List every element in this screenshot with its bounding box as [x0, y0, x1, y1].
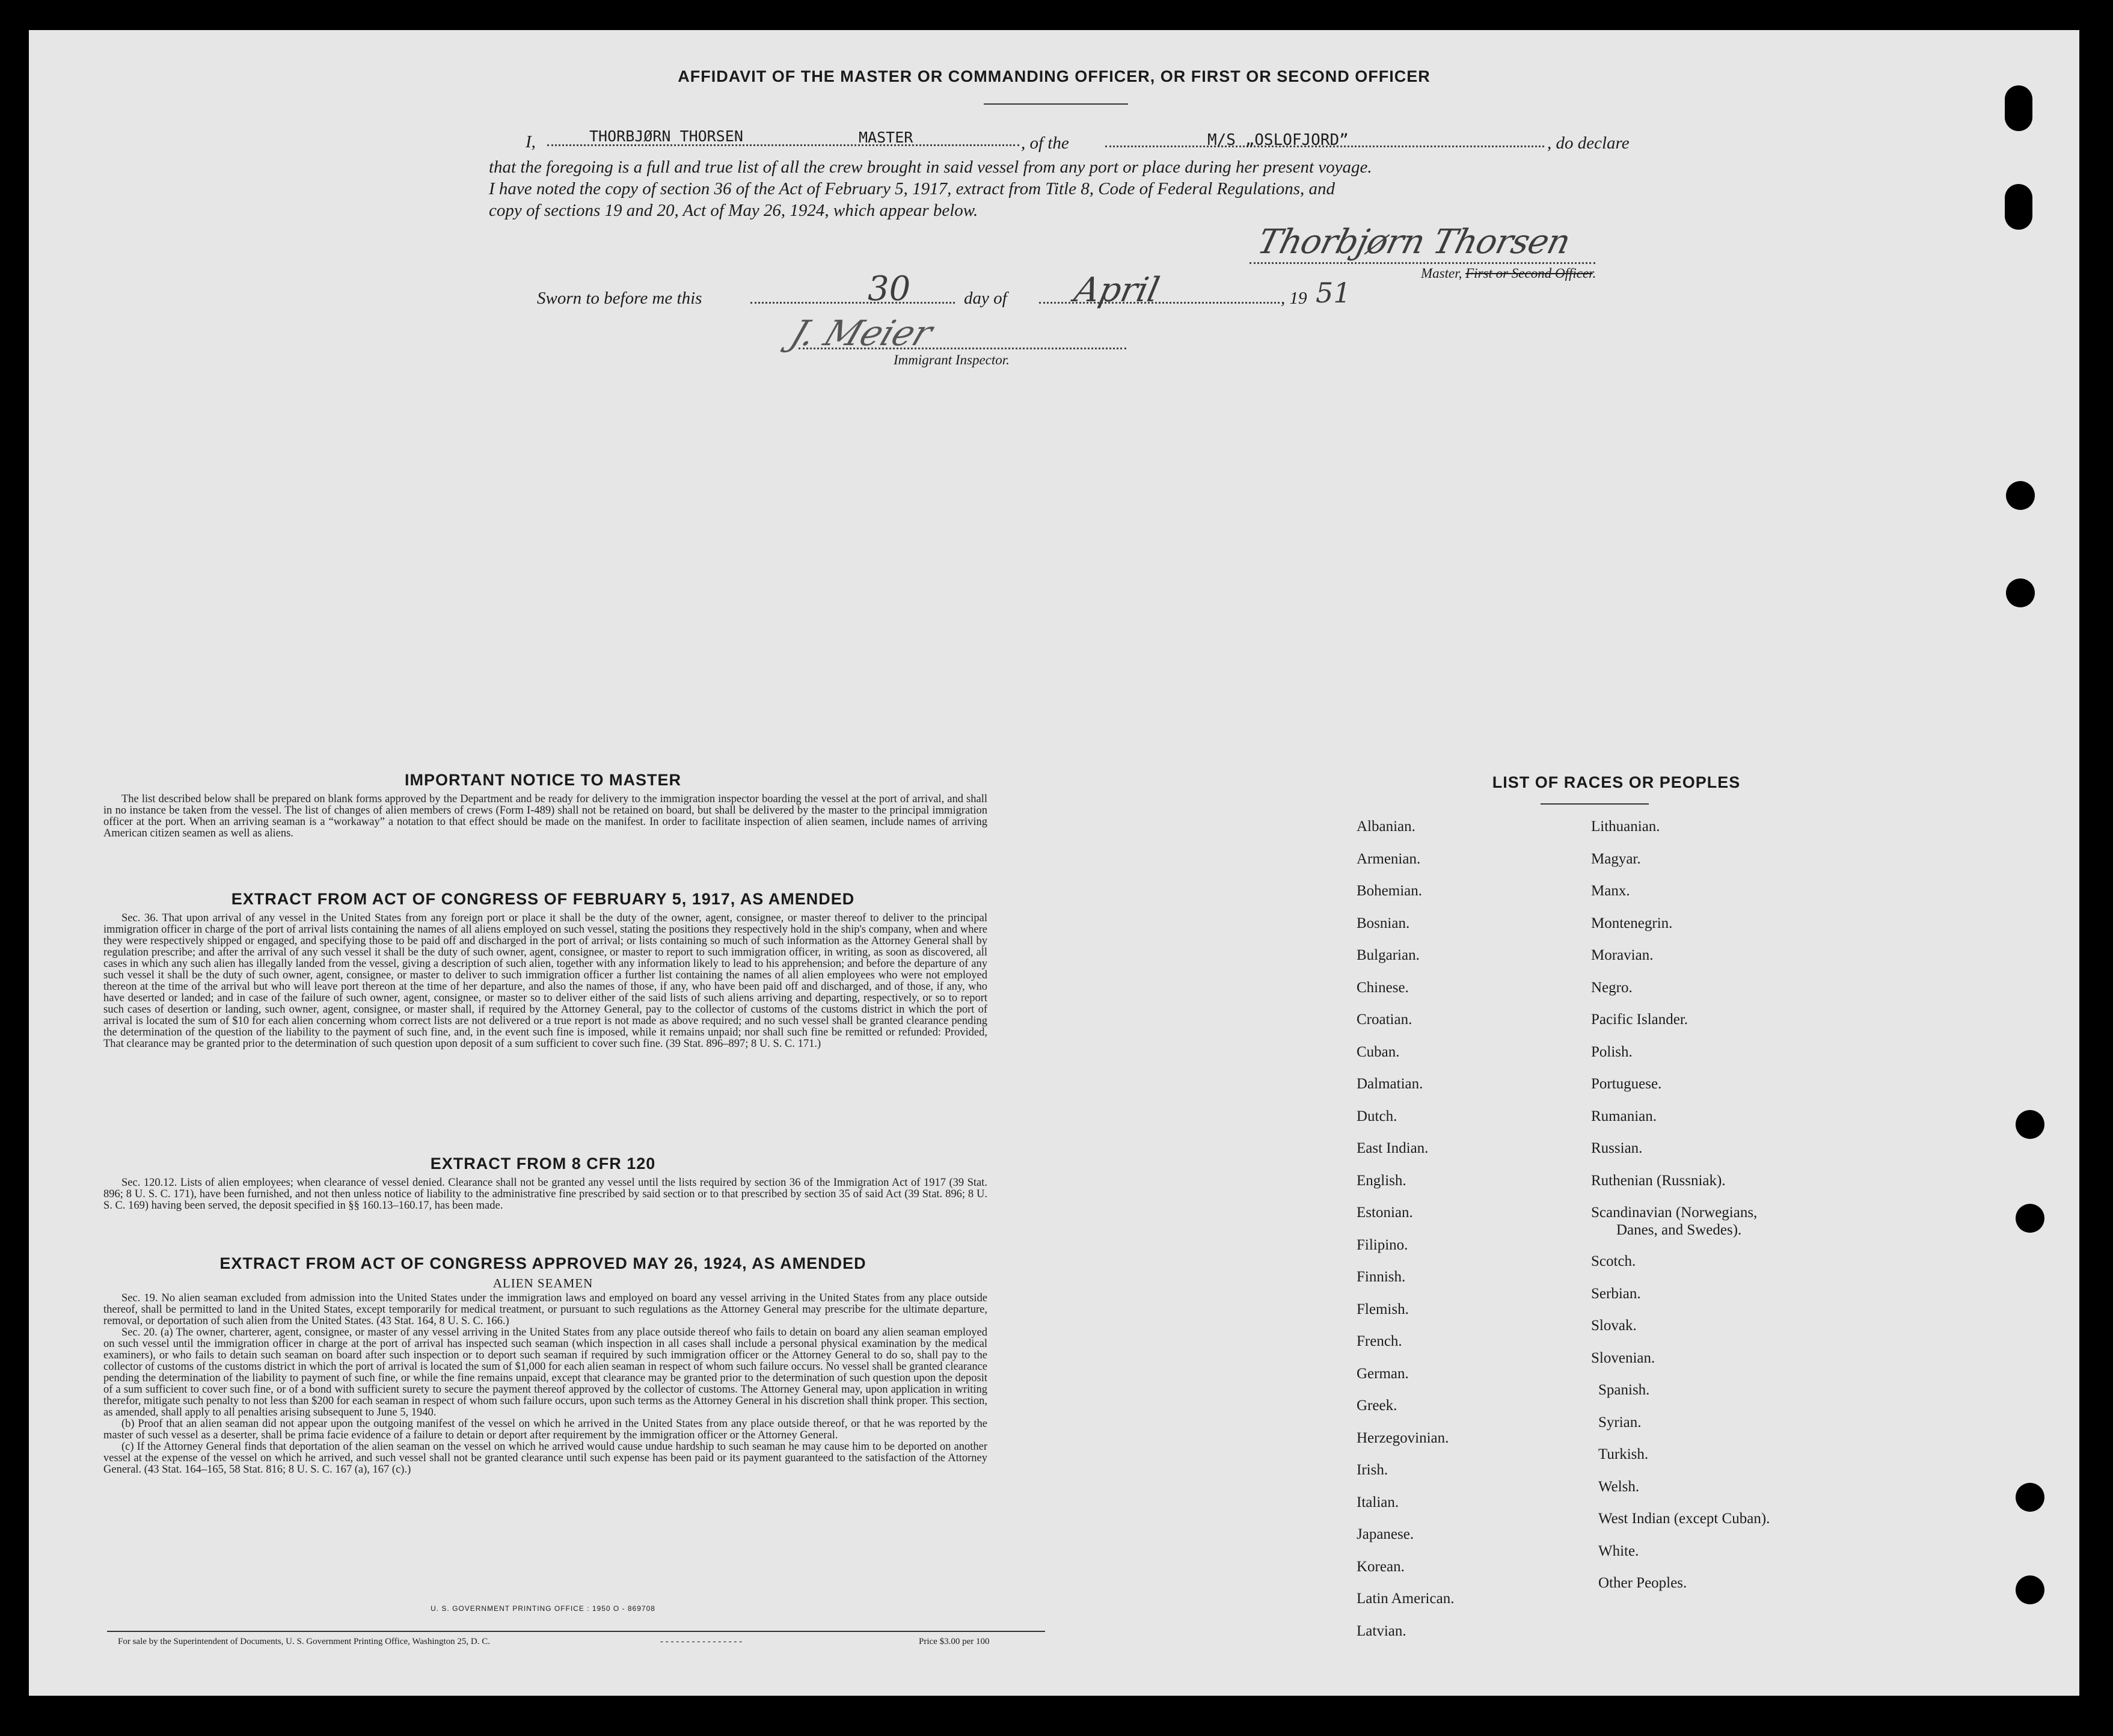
footer-rule [107, 1631, 1045, 1632]
race-item: White. [1598, 1542, 1639, 1559]
race-item: Chinese. [1357, 979, 1409, 996]
sworn-month: April [1071, 271, 1163, 310]
section-20c-paragraph: (c) If the Attorney General finds that deportation of the alien seaman on the vessel on which he arrived would cause undue hardship to such seaman he may cause him to be deported on another vessel at the expense of the vessel on which he arrived, and such vessel shall not be granted clearance until such expense has been paid or its payment guaranteed to the satisfaction of the Attorney General. (43 Stat. 164–165, 58 Stat. 816; 8 U. S. C. 167 (a), 167 (c).) [103, 1441, 987, 1476]
race-item: Magyar. [1591, 850, 1641, 867]
binder-hole [2016, 1110, 2044, 1139]
binder-hole [2006, 481, 2035, 510]
races-title: LIST OF RACES OR PEOPLES [1492, 773, 1741, 791]
race-item: Latin American. [1357, 1590, 1455, 1607]
race-item: Polish. [1591, 1043, 1633, 1060]
race-item: Herzegovinian. [1357, 1429, 1449, 1446]
race-item: Russian. [1591, 1140, 1643, 1156]
section-19-paragraph: Sec. 19. No alien seaman excluded from admission into the United States under the immigration laws and employed on board any vessel arriving in the United States from any place outside thereof, shall be permitted to land in the United States, except temporarily for medical treatment, or pursuant to such regulations as the Attorney General may prescribe for the ultimate departure, removal, or deportation of such alien from the United States. (43 Stat. 164, 8 U. S. C. 166.) [103, 1292, 987, 1327]
footer-price: Price $3.00 per 100 [919, 1637, 990, 1646]
title-rule [984, 103, 1128, 105]
alien-seamen-subtitle: ALIEN SEAMEN [492, 1276, 593, 1290]
race-item: French. [1357, 1333, 1402, 1349]
race-item: Dalmatian. [1357, 1076, 1423, 1092]
race-item: Croatian. [1357, 1011, 1412, 1028]
affidavit-title: AFFIDAVIT OF THE MASTER OR COMMANDING OFFICER, OR FIRST OR SECOND OFFICER [678, 67, 1431, 85]
section-20a-paragraph: Sec. 20. (a) The owner, charterer, agent, consignee, or master of any vessel arriving in the United States from any place outside thereof who fails to detain on board any alien seaman employed on such vessel until the immigration officer in charge at the port of arrival has inspected such seaman (which inspection in all cases shall include a personal physical examination by the medical examiners), or who fails to detain such seaman on board after such inspection or to deport such seaman if required by such immigration officer or the Attorney General to do so, shall pay to the collector of customs of the customs district in which the port of arrival is located the sum of $1,000 for each alien seaman in respect of whom such failure occurs. No vessel shall be granted clearance pending the determination of the liability to payment of such fine, or while the fine remains unpaid, except that clearance may be granted prior to the determination of such question upon the deposit of a sum sufficient to cover such fine, or of a bond with sufficient surety to secure the payment thereof approved by the collector of customs. The Attorney General may, upon application in writing therefor, mitigate such penalty to not less than $200 for each seaman in respect of whom such failure occurs, upon such terms as the Attorney General in his discretion shall think proper. This section, as amended, shall apply to all penalties arising subsequent to June 5, 1940. [103, 1327, 987, 1419]
race-item: English. [1357, 1172, 1406, 1189]
race-item: Bosnian. [1357, 915, 1410, 931]
race-item: Montenegrin. [1591, 915, 1673, 931]
sworn-label: Sworn to before me this [537, 289, 702, 308]
printer-line: U. S. GOVERNMENT PRINTING OFFICE : 1950 O - 869708 [431, 1604, 655, 1613]
race-item: Italian. [1357, 1494, 1399, 1511]
race-item: West Indian (except Cuban). [1598, 1511, 1770, 1527]
binder-hole [2016, 1483, 2044, 1512]
signature-caption [1421, 266, 1596, 281]
race-item: Albanian. [1357, 818, 1415, 835]
caption-period: . [1592, 266, 1596, 281]
race-item: Japanese. [1357, 1526, 1414, 1542]
race-item: Portuguese. [1591, 1076, 1662, 1092]
race-item: Other Peoples. [1598, 1575, 1687, 1591]
race-item: Rumanian. [1591, 1108, 1657, 1124]
day-line [750, 302, 955, 304]
declaration-line-2: that the foregoing is a full and true list of all the crew brought in said vessel from any port or place during her present voyage. [489, 158, 1372, 177]
document-page [29, 30, 2079, 1696]
race-item: East Indian. [1357, 1140, 1429, 1156]
i-label: I, [526, 132, 536, 152]
extract-1917-title: EXTRACT FROM ACT OF CONGRESS OF FEBRUARY 5, 1917, AS AMENDED [231, 890, 855, 908]
race-item: Flemish. [1357, 1301, 1409, 1317]
race-item: Syrian. [1598, 1414, 1642, 1431]
binder-hole [2016, 1575, 2044, 1604]
races-right-column [1591, 818, 1770, 1607]
race-item: Scotch. [1591, 1253, 1636, 1269]
extract-1924-title: EXTRACT FROM ACT OF CONGRESS APPROVED MAY 26, 1924, AS AMENDED [219, 1254, 866, 1272]
race-item: Scandinavian (Norwegians, [1591, 1204, 1758, 1221]
race-item: Slovenian. [1591, 1349, 1655, 1366]
races-title-rule [1541, 803, 1649, 805]
race-item: Moravian. [1591, 947, 1654, 963]
race-item: Pacific Islander. [1591, 1011, 1688, 1028]
cfr-body [103, 1177, 987, 1212]
notice-body [103, 794, 987, 839]
cfr-paragraph: Sec. 120.12. Lists of alien employees; when clearance of vessel denied. Clearance shall not be granted any vessel until the lists required by section 36 of the Immigration Act of 1917 (39 Stat. 896; 8 U. S. C. 171), have been furnished, and not then unless notice of liability to the administrative fine prescribed by said section or to that prescribed by section 35 of said Act (39 Stat. 896; 8 U. S. C. 169) having been served, the deposit specified in §§ 160.13–160.17, has been made. [103, 1177, 987, 1212]
race-item: Latvian. [1357, 1622, 1406, 1639]
footer-sale-note: For sale by the Superintendent of Documents, U. S. Government Printing Office, Washington 25, D. C. [118, 1637, 490, 1646]
race-item: Greek. [1357, 1397, 1397, 1414]
day-of-label: day of [964, 289, 1007, 308]
year-suffix: 51 [1316, 277, 1351, 309]
race-item: Lithuanian. [1591, 818, 1660, 835]
race-item: Negro. [1591, 979, 1633, 996]
sworn-day: 30 [868, 269, 911, 308]
caption-master: Master, [1421, 266, 1462, 281]
master-name: THORBJØRN THORSEN [589, 127, 743, 145]
binder-hole [2005, 184, 2032, 230]
race-item: Filipino. [1357, 1236, 1408, 1253]
race-item: Welsh. [1598, 1478, 1640, 1495]
races-left-column [1357, 818, 1454, 1654]
race-item: Serbian. [1591, 1285, 1641, 1302]
race-item: Korean. [1357, 1558, 1405, 1575]
declaration-line-4: copy of sections 19 and 20, Act of May 26, 1924, which appear below. [489, 201, 978, 220]
binder-hole [2005, 85, 2032, 131]
binder-hole [2006, 578, 2035, 607]
caption-struck-officer: First or Second Officer [1465, 266, 1593, 281]
inspector-signature: J. Meier [785, 313, 939, 354]
master-signature: Thorbjørn Thorsen [1253, 222, 1574, 262]
race-item: Slovak. [1591, 1317, 1637, 1334]
notice-paragraph: The list described below shall be prepared on blank forms approved by the Department and be ready for delivery to the immigration inspector boarding the vessel at the port of arrival, and shall in no instance be taken from the vessel. The list of changes of alien members of crews (Form I-489) shall not be retained on board, but shall be delivered by the master to the principal immigration officer at the port. When an arriving seaman is a “workaway” a notation to that effect should be made on the manifest. In order to facilitate inspection of alien seamen, include names of arriving American citizen seamen as well as aliens. [103, 793, 987, 839]
footer-leaders: - - - - - - - - - - - - - - - - [660, 1637, 743, 1646]
race-item-continued: Danes, and Swedes). [1616, 1222, 1742, 1238]
of-the-label: , of the [1021, 133, 1069, 153]
do-declare-label: , do declare [1547, 133, 1630, 153]
cfr-title: EXTRACT FROM 8 CFR 120 [430, 1155, 656, 1173]
extract-1917-paragraph: Sec. 36. That upon arrival of any vessel in the United States from any foreign port or place it shall be the duty of the owner, agent, consignee, or master thereof to deliver to the principal immigration officer in charge of the port of arrival lists containing the names of all aliens employed on such vessel, stating the positions they respectively hold in the ship's company, when and where they were respectively shipped or engaged, and specifying those to be paid off and discharged in the port of arrival; or lists containing so much of such information as the Attorney General shall by regulation prescribe; and after the arrival of any such vessel it shall be the duty of such owner, agent, consignee, or master to report to such immigration officer, in writing, as soon as discovered, all cases in which any such alien has illegally landed from the vessel, giving a description of such alien, together with any information likely to lead to his apprehension; and before the departure of any such vessel it shall be the duty of such owner, agent, consignee, or master to deliver to such immigration officer a further list containing the names of all alien employees who were not employed thereon at the time of the arrival but who will leave port thereon at the time of her departure, and also the names of those, if any, who have been paid off and discharged, and of those, if any, who have deserted or landed; and in case of the failure of such owner, agent, consignee, or master so to deliver either of the said lists of such aliens arriving and departing, respectively, or so to report such cases of desertion or landing, such owner, agent, consignee, or master shall, if required by the Attorney General, pay to the collector of customs of the customs district in which the port of arrival is located the sum of $10 for each alien concerning whom correct lists are not delivered or a true report is not made as above required; and no such vessel shall be granted clearance pending the determination of the question of the liability to the payment of such fine, and, in the event such fine is imposed, while it remains unpaid; nor shall such fine be remitted or refunded: Provided, That clearance may be granted prior to the determination of such question upon deposit of a sum sufficient to cover such fine. (39 Stat. 896–897; 8 U. S. C. 171.) [103, 912, 987, 1050]
declaration-line-3: I have noted the copy of section 36 of the Act of February 5, 1917, extract from Title 8, Code of Federal Regulations, and [489, 179, 1336, 198]
race-item: Bohemian. [1357, 883, 1423, 899]
race-item: Cuban. [1357, 1043, 1400, 1060]
vessel-name: M/S „OSLOFJORD” [1207, 131, 1349, 149]
extract-1924-body [103, 1293, 987, 1476]
race-item: Armenian. [1357, 850, 1421, 867]
race-item: Estonian. [1357, 1204, 1413, 1221]
race-item: Manx. [1591, 883, 1630, 899]
race-item: Turkish. [1598, 1446, 1649, 1462]
inspector-caption: Immigrant Inspector. [894, 352, 1010, 367]
race-item: Spanish. [1598, 1382, 1650, 1398]
year-prefix: , 19 [1281, 289, 1307, 308]
race-item: German. [1357, 1365, 1409, 1382]
notice-title: IMPORTANT NOTICE TO MASTER [405, 771, 681, 789]
race-item: Ruthenian (Russniak). [1591, 1172, 1726, 1189]
section-20b-paragraph: (b) Proof that an alien seaman did not appear upon the outgoing manifest of the vessel on which he arrived in the United States from any place outside thereof, or that he was reported by the master of such vessel as a deserter, shall be prima facie evidence of a failure to detain or deport after requirement by the immigration officer or the Attorney General. [103, 1418, 987, 1441]
race-item: Dutch. [1357, 1108, 1397, 1124]
race-item: Finnish. [1357, 1269, 1406, 1285]
race-item: Bulgarian. [1357, 947, 1420, 963]
signature-line [1250, 262, 1595, 264]
binder-hole [2016, 1204, 2044, 1233]
race-item: Irish. [1357, 1462, 1388, 1478]
master-rank: MASTER [859, 129, 913, 146]
extract-1917-body [103, 913, 987, 1050]
inspector-line [799, 348, 1126, 349]
